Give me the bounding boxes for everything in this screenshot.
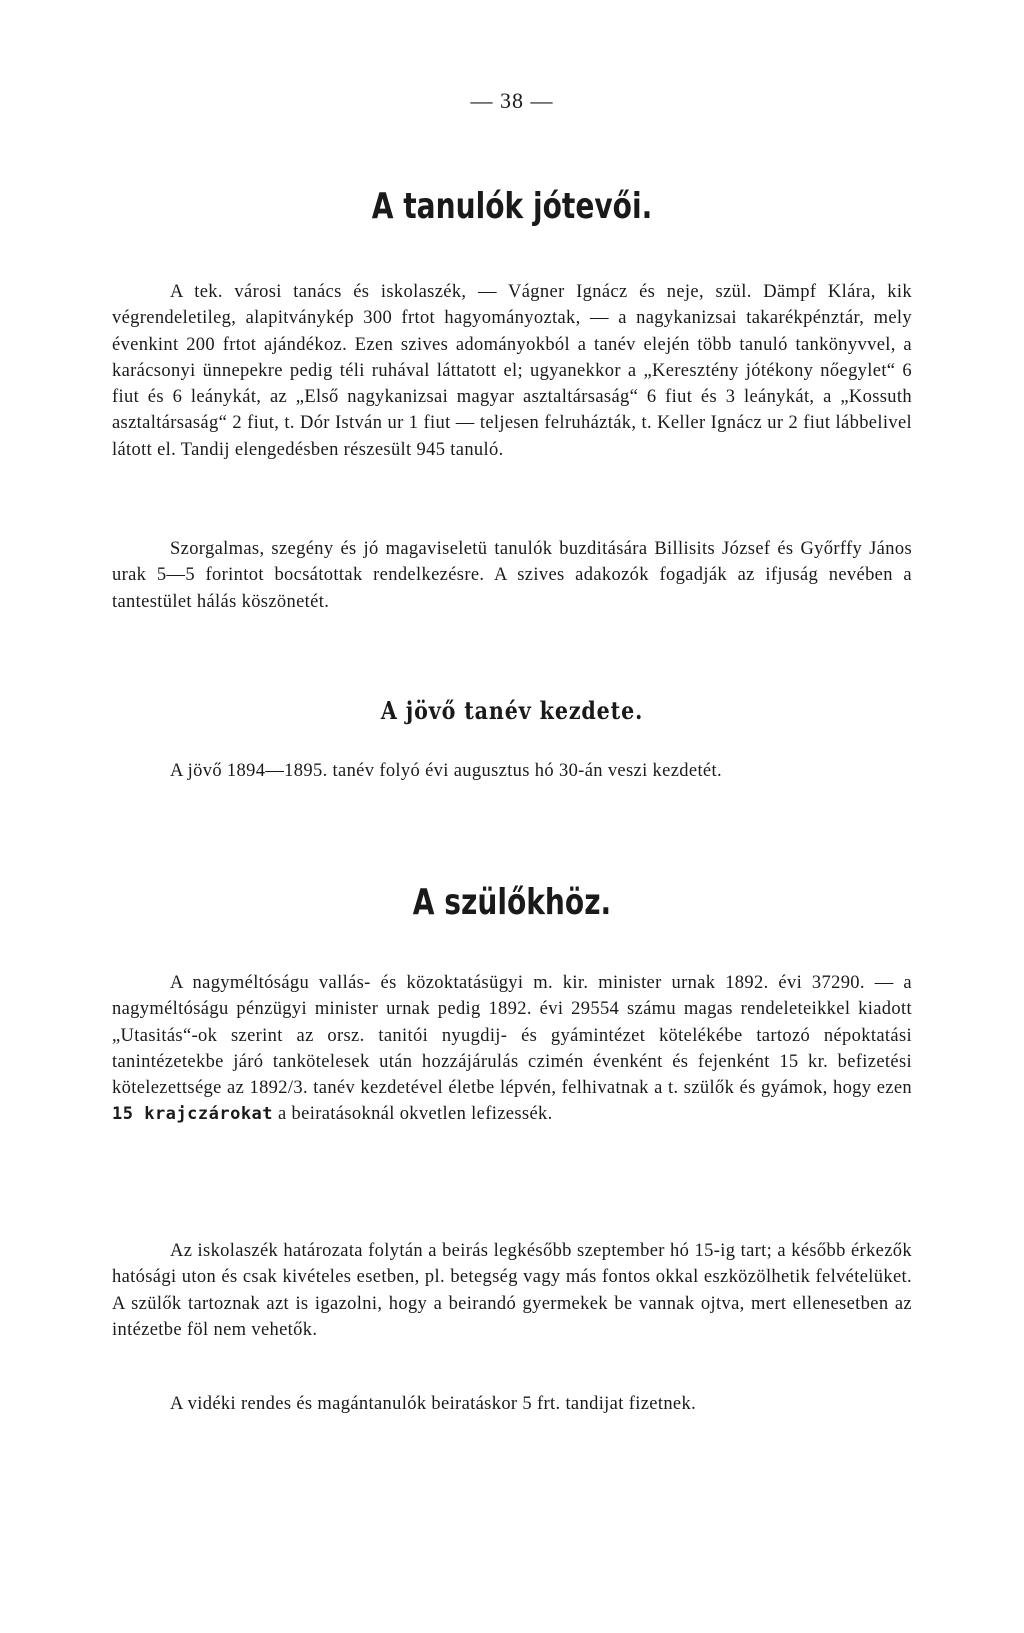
parents-paragraph-1-emphasis: 15 krajczárokat [112, 1104, 274, 1125]
page-number: — 38 — [470, 88, 554, 113]
section-title-parents: A szülőkhöz. [412, 882, 612, 923]
parents-paragraph-1-text-a: A nagyméltóságu vallás- és közoktatásügyi m. kir. minister urnak 1892. évi 37290. — a nagyméltóságu pénzügyi minister urnak pedig 1892. évi 29554 számu magas rendeleteikkel kiadott „Utasitás“-ok szerint az orsz. tanitói nyugdij- és gyámintézet kötelékébe tartozó népoktatási tanintézetekbe járó tankötelesek után hozzájárulás czimén évenként és fejenként 15 kr. befizetési kötelezettsége az 1892/3. tanév kezdetével életbe lépvén, felhivatnak a t. szülők és gyámok, hogy ezen [112, 973, 912, 1099]
parents-body-2 [112, 1238, 912, 1343]
parents-paragraph-1-text-b: a beiratásoknál okvetlen lefizessék. [278, 1104, 553, 1125]
parents-paragraph-3: A vidéki rendes és magántanulók beiratáskor 5 frt. tandijat fizetnek. [170, 1394, 697, 1414]
benefactors-body-2 [112, 536, 912, 615]
benefactors-paragraph-1: A tek. városi tanács és iskolaszék, — Vágner Ignácz és neje, szül. Dämpf Klára, kik végrendeletileg, alapitványkép 300 frtot hagyományoztak, — a nagykanizsai takarékpénztár, mely évenkint 200 frtot ajándékoz. Ezen szives adományokból a tanév elején több tanuló tankönyvvel, a karácsonyi ünnepekre pedig téli ruhával láttatott el; ugyanekkor a „Keresztény jótékony nőegylet“ 6 fiut és 6 leánykát, az „Első nagykanizsai magyar asztaltársaság“ 6 fiut és 3 leánykát, a „Kossuth asztaltársaság“ 2 fiut, t. Dór István ur 1 fiut — teljesen felruházták, t. Keller Ignácz ur 2 fiut lábbelivel látott el. Tandij elengedésben részesült 945 tanuló. [112, 282, 912, 460]
benefactors-body [112, 279, 912, 463]
section-title-next-year: A jövő tanév kezdete. [380, 696, 644, 725]
parents-body-1 [112, 970, 912, 1128]
next-year-paragraph: A jövő 1894—1895. tanév folyó évi augusztus hó 30-án veszi kezdetét. [170, 761, 722, 781]
benefactors-paragraph-2: Szorgalmas, szegény és jó magaviseletü tanulók buzditására Billisits József és Győrffy János urak 5—5 forintot bocsátottak rendelkezésre. A szives adakozók fogadják az ifjuság nevében a tantestület hálás köszönetét. [112, 539, 912, 612]
next-year-body [112, 758, 912, 784]
parents-paragraph-1 [112, 970, 912, 1128]
parents-body-3 [112, 1391, 912, 1417]
section-title-benefactors: A tanulók jótevői. [371, 186, 653, 227]
parents-paragraph-2: Az iskolaszék határozata folytán a beirás legkésőbb szeptember hó 15-ig tart; a később érkezők hatósági uton és csak kivételes esetben, pl. betegség vagy más fontos okkal eszközölhetik felvételüket. A szülők tartoznak azt is igazolni, hogy a beirandó gyermekek be vannak ojtva, mert ellenesetben az intézetbe föl nem vehetők. [112, 1241, 912, 1340]
